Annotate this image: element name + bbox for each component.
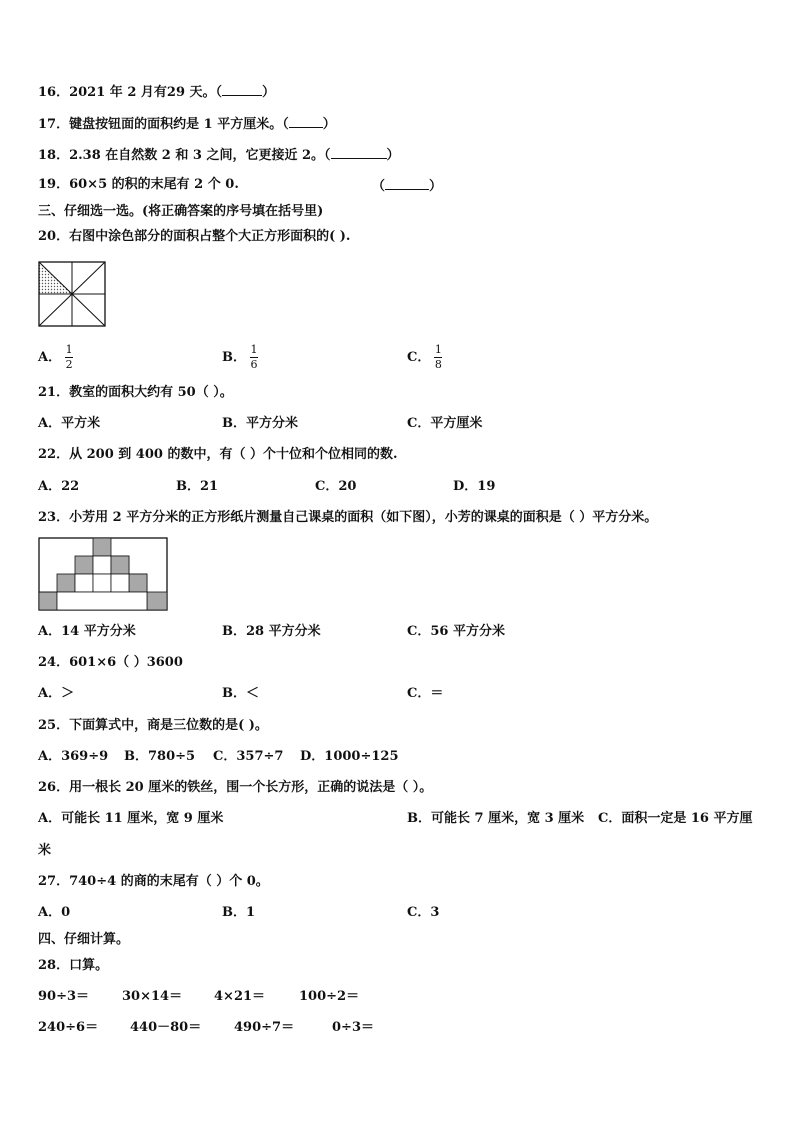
fraction xyxy=(65,344,73,371)
question-16 xyxy=(38,83,275,101)
numerator: 1 xyxy=(65,343,73,356)
option-25-a[interactable]: A．369÷9 xyxy=(38,749,109,764)
numerator: 1 xyxy=(250,343,258,356)
option-23-b[interactable]: B．28 平方分米 xyxy=(222,624,321,639)
close-paren: ） xyxy=(429,179,443,194)
numerator: 1 xyxy=(434,343,442,356)
option-24-b[interactable]: B．＜ xyxy=(222,686,259,701)
option-letter: A． xyxy=(38,350,62,365)
calc-6[interactable]: 440－80＝ xyxy=(130,1020,202,1035)
option-21-a[interactable]: A．平方米 xyxy=(38,416,101,431)
option-23-c[interactable]: C．56 平方分米 xyxy=(407,624,505,639)
option-25-b[interactable]: B．780÷5 xyxy=(124,749,196,764)
denominator: 6 xyxy=(250,358,258,371)
question-24-text: 24．601×6（ ）3600 xyxy=(38,655,183,670)
option-20-b[interactable] xyxy=(222,344,258,371)
option-27-a[interactable]: A．0 xyxy=(38,905,71,920)
option-24-a[interactable]: A．＞ xyxy=(38,686,75,701)
option-letter: B． xyxy=(222,350,246,365)
square-figure xyxy=(38,261,106,327)
question-16-text: 16．2021 年 2 月有29 天。（ xyxy=(38,85,223,100)
question-18 xyxy=(38,146,400,164)
section-4-heading: 四、仔细计算。 xyxy=(38,932,130,947)
desk-figure xyxy=(38,537,168,611)
answer-blank-16[interactable] xyxy=(222,83,262,96)
calc-4[interactable]: 100÷2＝ xyxy=(299,989,360,1004)
fraction xyxy=(434,344,442,371)
question-19-text: 19．60×5 的积的末尾有 2 个 0. xyxy=(38,177,239,192)
option-27-b[interactable]: B．1 xyxy=(222,905,256,920)
option-26-a[interactable]: A．可能长 11 厘米，宽 9 厘米 xyxy=(38,811,224,826)
option-20-a[interactable] xyxy=(38,344,73,371)
option-22-a[interactable]: A．22 xyxy=(38,479,80,494)
option-26-c[interactable]: C．面积一定是 16 平方厘 xyxy=(598,811,753,826)
question-19 xyxy=(38,177,239,193)
question-18-text: 18．2.38 在自然数 2 和 3 之间，它更接近 2。（ xyxy=(38,148,331,163)
calc-1[interactable]: 90÷3＝ xyxy=(38,989,90,1004)
option-25-c[interactable]: C．357÷7 xyxy=(213,749,284,764)
close-paren: ） xyxy=(262,85,276,100)
question-23-text: 23．小芳用 2 平方分米的正方形纸片测量自己课桌的面积（如下图），小芳的课桌的面积是（ ）平方分米。 xyxy=(38,510,658,525)
calc-2[interactable]: 30×14＝ xyxy=(122,989,183,1004)
denominator: 8 xyxy=(434,358,442,371)
calc-5[interactable]: 240÷6＝ xyxy=(38,1020,99,1035)
option-27-c[interactable]: C．3 xyxy=(407,905,440,920)
option-23-a[interactable]: A．14 平方分米 xyxy=(38,624,136,639)
question-26-text: 26．用一根长 20 厘米的铁丝，围一个长方形，正确的说法是（ ）。 xyxy=(38,780,433,795)
option-22-d[interactable]: D．19 xyxy=(453,479,496,494)
answer-blank-19[interactable] xyxy=(385,177,429,190)
option-21-b[interactable]: B．平方分米 xyxy=(222,416,298,431)
question-28-text: 28．口算。 xyxy=(38,958,109,973)
question-17 xyxy=(38,115,336,133)
calc-3[interactable]: 4×21＝ xyxy=(214,989,266,1004)
calc-7[interactable]: 490÷7＝ xyxy=(234,1020,295,1035)
section-3-heading: 三、仔细选一选。(将正确答案的序号填在括号里) xyxy=(38,204,324,219)
question-25-text: 25．下面算式中，商是三位数的是( )。 xyxy=(38,718,268,733)
calc-8[interactable]: 0÷3＝ xyxy=(332,1020,374,1035)
option-20-c[interactable] xyxy=(407,344,442,371)
option-26-c-wrap: 米 xyxy=(38,843,52,858)
denominator: 2 xyxy=(65,358,73,371)
open-paren: （ xyxy=(372,179,386,194)
question-19-answer xyxy=(372,177,442,195)
question-17-text: 17．键盘按钮面的面积约是 1 平方厘米。（ xyxy=(38,117,289,132)
question-20-text: 20．右图中涂色部分的面积占整个大正方形面积的( ). xyxy=(38,229,351,244)
option-24-c[interactable]: C．＝ xyxy=(407,686,444,701)
option-22-b[interactable]: B．21 xyxy=(176,479,219,494)
fraction xyxy=(250,344,258,371)
option-21-c[interactable]: C．平方厘米 xyxy=(407,416,483,431)
question-27-text: 27．740÷4 的商的末尾有（ ）个 0。 xyxy=(38,874,269,889)
question-21-text: 21．教室的面积大约有 50（ ）。 xyxy=(38,385,233,400)
answer-blank-17[interactable] xyxy=(289,115,323,128)
question-22-text: 22．从 200 到 400 的数中，有（ ）个十位和个位相同的数. xyxy=(38,447,398,462)
answer-blank-18[interactable] xyxy=(331,146,387,159)
close-paren: ） xyxy=(386,148,400,163)
option-26-b[interactable]: B．可能长 7 厘米，宽 3 厘米 xyxy=(407,811,585,826)
option-22-c[interactable]: C．20 xyxy=(315,479,357,494)
close-paren: ） xyxy=(322,117,336,132)
option-25-d[interactable]: D．1000÷125 xyxy=(300,749,399,764)
option-letter: C． xyxy=(407,350,431,365)
